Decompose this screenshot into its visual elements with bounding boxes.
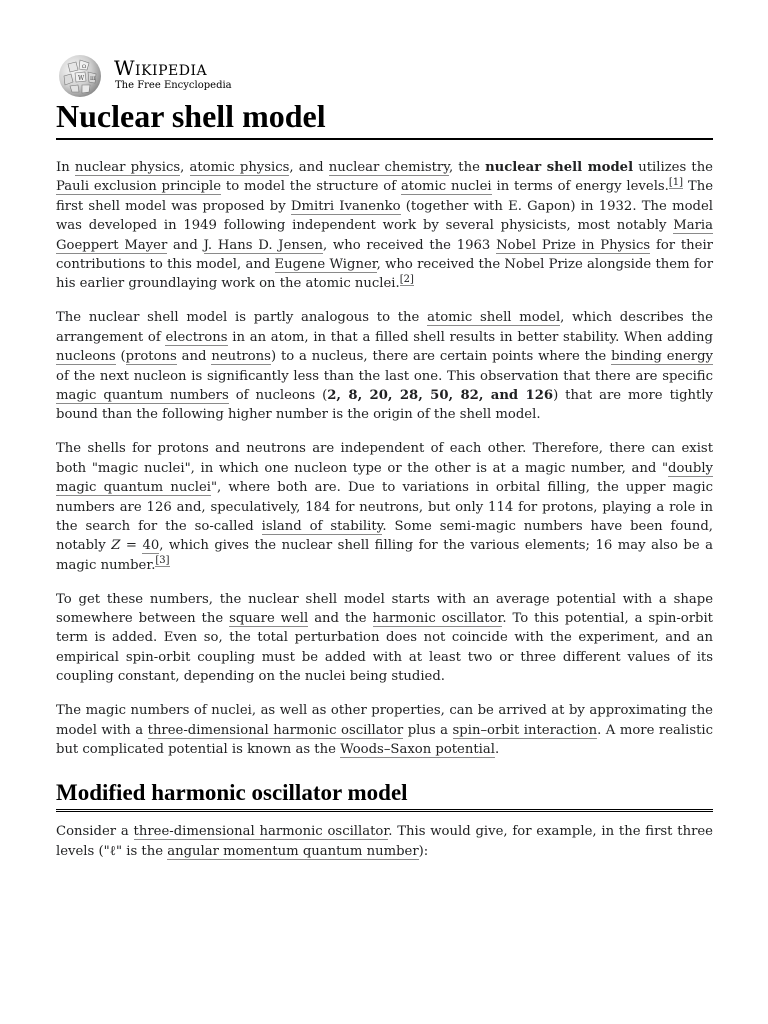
link-harmonic-oscillator[interactable]: harmonic oscillator bbox=[372, 611, 503, 627]
link-magic-quantum-numbers[interactable]: magic quantum numbers bbox=[56, 387, 229, 403]
text: plus a bbox=[403, 722, 453, 738]
text: . Some semi-magic numbers have been found, notably bbox=[56, 518, 713, 554]
text: To get these numbers, the nuclear shell model starts with an average potential with a shape somewhere between the bbox=[56, 591, 713, 627]
text: ): bbox=[418, 843, 429, 859]
citation-link-3[interactable]: [3] bbox=[155, 555, 170, 567]
italic-z: Z bbox=[111, 538, 121, 554]
svg-text:Ш: Ш bbox=[90, 76, 96, 82]
text: . bbox=[494, 741, 500, 757]
link-angular-momentum-quantum-number[interactable]: angular momentum quantum number bbox=[167, 843, 419, 859]
citation-link-2[interactable]: [2] bbox=[399, 274, 414, 286]
link-atomic-physics[interactable]: atomic physics bbox=[189, 160, 290, 175]
link-island-of-stability[interactable]: island of stability bbox=[261, 518, 383, 534]
wikipedia-tagline: The Free Encyclopedia bbox=[115, 80, 232, 91]
text: ) to a nucleus, there are certain points where the bbox=[270, 349, 612, 365]
text: (together with E. Gapon) in 1932. The model was developed in 1949 following independent work by several physicists, most notably bbox=[56, 198, 713, 234]
link-square-well[interactable]: square well bbox=[229, 611, 309, 627]
text: , bbox=[180, 160, 190, 175]
text: ", where both are. Due to variations in orbital filling, the upper magic numbers are 126 and, speculatively, 184 for neutrons, but only 114 for protons, playing a role in the search for the so-called bbox=[56, 480, 714, 534]
text: in terms of energy levels. bbox=[491, 179, 669, 195]
text: ( bbox=[115, 349, 126, 365]
link-pauli-exclusion-principle[interactable]: Pauli exclusion principle bbox=[56, 179, 222, 195]
text: ) that are more tightly bound than the following higher number is the origin of the shell model. bbox=[56, 387, 714, 423]
svg-text:W: W bbox=[78, 75, 85, 82]
link-woods-saxon-potential[interactable]: Woods–Saxon potential bbox=[340, 741, 495, 757]
link-doubly-magic[interactable]: doubly magic quantum nuclei bbox=[56, 460, 713, 496]
text: . This would give, for example, in the first three levels ("ℓ" is the bbox=[56, 824, 713, 859]
link-nobel-prize-physics[interactable]: Nobel Prize in Physics bbox=[496, 237, 651, 253]
link-binding-energy[interactable]: binding energy bbox=[611, 349, 713, 365]
bold-magic-numbers: 2, 8, 20, 28, 50, 82, and 126 bbox=[327, 387, 554, 403]
text: The nuclear shell model is partly analogous to the bbox=[56, 310, 428, 326]
citation bbox=[155, 555, 169, 567]
text: = bbox=[120, 538, 143, 554]
text: The shells for protons and neutrons are independent of each other. Therefore, there can exist both "magic nuclei", in which one nucleon type or the other is at a magic number, and " bbox=[56, 441, 713, 476]
wikipedia-wordmark[interactable]: Wikipedia bbox=[114, 56, 208, 80]
bold-term: nuclear shell model bbox=[485, 160, 634, 175]
text: . To this potential, a spin-orbit term is added. Even so, the total perturbation does not coincide with the experiment, and an empirical spin-orbit coupling must be added with at least two or three different values of its coupling constant, depending on the nuclei being studied. bbox=[56, 611, 713, 685]
link-nucleons[interactable]: nucleons bbox=[56, 349, 116, 365]
text: The magic numbers of nuclei, as well as other properties, can be arrived at by approximating the model with a bbox=[56, 703, 713, 738]
article-body bbox=[56, 158, 713, 876]
link-3d-harmonic-oscillator[interactable]: three-dimensional harmonic oscillator bbox=[147, 722, 404, 738]
text: of nucleons ( bbox=[228, 387, 328, 403]
text: , the bbox=[448, 160, 486, 175]
link-maria-goeppert-mayer[interactable]: Maria Goeppert Mayer bbox=[56, 218, 713, 253]
text: Consider a bbox=[56, 824, 134, 840]
text: The first shell model was proposed by bbox=[56, 179, 713, 214]
section-heading-modified-harmonic-oscillator: Modified harmonic oscillator model bbox=[56, 779, 713, 812]
link-atomic-nuclei[interactable]: atomic nuclei bbox=[400, 179, 492, 195]
text: and bbox=[167, 237, 204, 253]
text: , and bbox=[289, 160, 329, 175]
text: . A more realistic but complicated potential is known as the bbox=[56, 722, 714, 757]
link-nuclear-physics[interactable]: nuclear physics bbox=[74, 160, 181, 175]
text: In bbox=[56, 160, 75, 175]
link-hans-jensen[interactable]: J. Hans D. Jensen bbox=[203, 237, 323, 253]
link-spin-orbit-interaction[interactable]: spin–orbit interaction bbox=[452, 722, 598, 738]
paragraph-magic-numbers bbox=[56, 701, 713, 759]
text: for their contributions to this model, and bbox=[56, 237, 713, 273]
link-electrons[interactable]: electrons bbox=[165, 329, 228, 345]
text: of the next nucleon is significantly less than the last one. This observation that there are specific bbox=[56, 368, 713, 384]
citation bbox=[669, 177, 683, 189]
link-eugene-wigner[interactable]: Eugene Wigner bbox=[274, 257, 377, 273]
link-40[interactable]: 40 bbox=[142, 538, 160, 554]
text: , which describes the arrangement of bbox=[56, 310, 713, 345]
link-3d-harmonic-oscillator-2[interactable]: three-dimensional harmonic oscillator bbox=[133, 824, 389, 840]
link-nuclear-chemistry[interactable]: nuclear chemistry bbox=[328, 160, 449, 175]
text: , who received the Nobel Prize alongside them for his earlier groundlaying work on the atomic nuclei. bbox=[56, 257, 713, 292]
paragraph-analogy bbox=[56, 308, 713, 424]
paragraph-consider bbox=[56, 822, 713, 861]
text: utilizes the bbox=[633, 160, 713, 175]
link-protons[interactable]: protons bbox=[125, 349, 177, 365]
text: , who received the 1963 bbox=[322, 237, 497, 253]
page-title: Nuclear shell model bbox=[56, 96, 713, 140]
wikipedia-globe-icon[interactable] bbox=[56, 54, 104, 98]
citation bbox=[400, 274, 414, 286]
text: in an atom, in that a filled shell results in better stability. When adding bbox=[227, 329, 713, 345]
paragraph-intro bbox=[56, 158, 713, 294]
paragraph-potential bbox=[56, 590, 713, 687]
text: and the bbox=[308, 611, 373, 627]
site-header bbox=[56, 54, 356, 98]
link-atomic-shell-model[interactable]: atomic shell model bbox=[427, 310, 561, 326]
citation-link-1[interactable]: [1] bbox=[668, 177, 684, 189]
text: and bbox=[176, 349, 212, 365]
link-dmitri-ivanenko[interactable]: Dmitri Ivanenko bbox=[290, 198, 401, 214]
paragraph-shells bbox=[56, 439, 713, 575]
link-neutrons[interactable]: neutrons bbox=[211, 349, 271, 365]
svg-text:Ω: Ω bbox=[82, 64, 87, 70]
text: , which gives the nuclear shell filling for the various elements; 16 may also be a magic number. bbox=[56, 538, 713, 573]
text: to model the structure of bbox=[221, 179, 401, 195]
